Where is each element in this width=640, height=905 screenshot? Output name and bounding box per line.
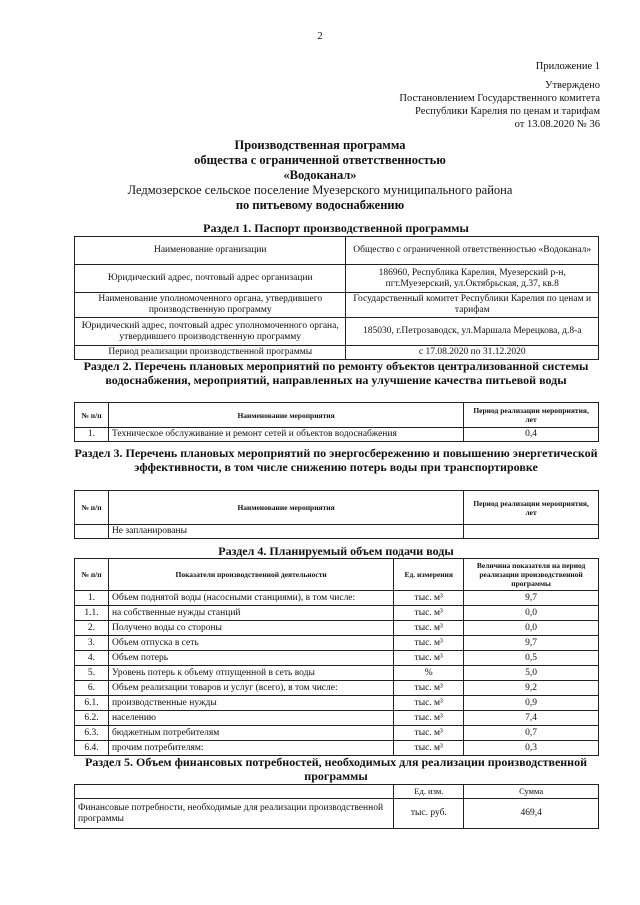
passport-value: Общество с ограниченной ответственностью «Водоканал» [346, 237, 599, 265]
section3-title: Раздел 3. Перечень плановых мероприятий по энергосбережению и повышению энергетической эффективности, в том числе снижению потерь воды при транспортировке [74, 446, 598, 474]
table-row [75, 681, 599, 696]
row-unit: тыс. м³ [394, 741, 464, 756]
table-row [75, 726, 599, 741]
row-value: 9,7 [464, 591, 599, 606]
table-row [75, 606, 599, 621]
table-row [75, 741, 599, 756]
row-unit: тыс. м³ [394, 651, 464, 666]
row-period: 0,4 [464, 428, 599, 442]
row-name: Техническое обслуживание и ремонт сетей и объектов водоснабжения [108, 428, 463, 442]
row-indicator: Объем отпуска в сеть [108, 636, 393, 651]
row-num: 6.4. [75, 741, 109, 756]
row-value: 0,0 [464, 606, 599, 621]
row-num: 1. [75, 428, 109, 442]
row-name: Не запланированы [108, 525, 463, 539]
table-row [75, 293, 599, 318]
row-unit: тыс. м³ [394, 606, 464, 621]
approval-line-2: Республики Карелия по ценам и тарифам [415, 106, 600, 117]
row-unit: тыс. руб. [394, 799, 464, 829]
section4-table [74, 558, 599, 756]
row-indicator: Уровень потерь к объему отпущенной в сеть воды [108, 666, 393, 681]
section1-title: Раздел 1. Паспорт производственной программы [203, 221, 469, 235]
col-header-num: № п/п [75, 559, 109, 591]
passport-value: с 17.08.2020 по 31.12.2020 [346, 346, 599, 360]
table-row [75, 346, 599, 360]
title-line-4: Ледмозерское сельское поселение Муезерского муниципального района [127, 183, 513, 197]
row-indicator: производственные нужды [108, 696, 393, 711]
col-header-num: № п/п [75, 491, 109, 525]
row-value: 0,0 [464, 621, 599, 636]
col-header-value: Величина показателя на период реализации производственной программы [464, 559, 599, 591]
table-row [75, 799, 599, 829]
row-num: 2. [75, 621, 109, 636]
col-header-period: Период реализации мероприятия, лет [464, 403, 599, 428]
row-num: 6. [75, 681, 109, 696]
passport-value: 185030, г.Петрозаводск, ул.Маршала Мерецкова, д.8-а [346, 318, 599, 346]
table-row [75, 237, 599, 265]
table-row [75, 711, 599, 726]
row-unit: тыс. м³ [394, 636, 464, 651]
passport-label: Юридический адрес, почтовый адрес организации [75, 265, 346, 293]
row-unit: тыс. м³ [394, 696, 464, 711]
row-unit: тыс. м³ [394, 711, 464, 726]
table-row [75, 525, 599, 539]
row-unit: тыс. м³ [394, 621, 464, 636]
approval-line-3: от 13.08.2020 № 36 [514, 119, 600, 130]
passport-value: Государственный комитет Республики Карелия по ценам и тарифам [346, 293, 599, 318]
section5-title: Раздел 5. Объем финансовых потребностей, необходимых для реализации производственной программы [84, 755, 588, 783]
document-title [0, 138, 640, 213]
table-row [75, 591, 599, 606]
row-unit: тыс. м³ [394, 591, 464, 606]
passport-value: 186960, Республика Карелия, Муезерский р-н, пгт.Муезерский, ул.Октябрьская, д.37, кв.8 [346, 265, 599, 293]
table-row [75, 666, 599, 681]
col-header-name [75, 785, 394, 799]
col-header-name: Наименование мероприятия [108, 491, 463, 525]
row-indicator: бюджетным потребителям [108, 726, 393, 741]
title-line-3: «Водоканал» [283, 168, 357, 182]
table-row [75, 621, 599, 636]
table-row [75, 318, 599, 346]
row-indicator: Объем поднятой воды (насосными станциями), в том числе: [108, 591, 393, 606]
row-num [75, 525, 109, 539]
row-value: 0,9 [464, 696, 599, 711]
row-value: 7,4 [464, 711, 599, 726]
passport-label: Наименование уполномоченного органа, утвердившего производственную программу [75, 293, 346, 318]
col-header-sum: Сумма [464, 785, 599, 799]
row-num: 1. [75, 591, 109, 606]
col-header-indicator: Показатели производственной деятельности [108, 559, 393, 591]
row-value: 9,2 [464, 681, 599, 696]
passport-label: Наименование организации [75, 237, 346, 265]
table-header-row [75, 491, 599, 525]
col-header-unit: Ед. изм. [394, 785, 464, 799]
title-line-2: общества с ограниченной ответственностью [194, 153, 446, 167]
table-row [75, 265, 599, 293]
row-num: 6.3. [75, 726, 109, 741]
table-row [75, 651, 599, 666]
col-header-period: Период реализации мероприятия, лет [464, 491, 599, 525]
table-header-row [75, 559, 599, 591]
row-num: 5. [75, 666, 109, 681]
row-num: 4. [75, 651, 109, 666]
row-indicator: на собственные нужды станций [108, 606, 393, 621]
section2-table [74, 402, 599, 442]
row-unit: тыс. м³ [394, 726, 464, 741]
table-row [75, 636, 599, 651]
approval-block [280, 60, 600, 131]
passport-label: Период реализации производственной программы [75, 346, 346, 360]
row-indicator: населению [108, 711, 393, 726]
col-header-name: Наименование мероприятия [108, 403, 463, 428]
section5-table [74, 784, 599, 829]
row-value: 0,5 [464, 651, 599, 666]
table-header-row [75, 785, 599, 799]
section4-title: Раздел 4. Планируемый объем подачи воды [218, 544, 454, 558]
row-indicator: Объем реализации товаров и услуг (всего), в том числе: [108, 681, 393, 696]
appendix-label: Приложение 1 [535, 61, 600, 72]
row-indicator: прочим потребителям: [108, 741, 393, 756]
approved-label: Утверждено [545, 80, 600, 91]
row-name: Финансовые потребности, необходимые для реализации производственной программы [75, 799, 394, 829]
title-line-5: по питьевому водоснабжению [235, 198, 405, 212]
row-value: 0,7 [464, 726, 599, 741]
row-sum: 469,4 [464, 799, 599, 829]
row-indicator: Получено воды со стороны [108, 621, 393, 636]
row-unit: % [394, 666, 464, 681]
table-header-row [75, 403, 599, 428]
row-unit: тыс. м³ [394, 681, 464, 696]
row-value: 5,0 [464, 666, 599, 681]
row-num: 6.1. [75, 696, 109, 711]
page-number: 2 [317, 30, 323, 42]
row-num: 1.1. [75, 606, 109, 621]
row-period [464, 525, 599, 539]
section3-table [74, 490, 599, 539]
row-num: 3. [75, 636, 109, 651]
passport-label: Юридический адрес, почтовый адрес уполномоченного органа, утвердившего производственную программу [75, 318, 346, 346]
row-value: 9,7 [464, 636, 599, 651]
title-line-1: Производственная программа [234, 138, 406, 152]
col-header-unit: Ед. измерения [394, 559, 464, 591]
table-row [75, 428, 599, 442]
row-value: 0,3 [464, 741, 599, 756]
approval-line-1: Постановлением Государственного комитета [399, 93, 600, 104]
table-row [75, 696, 599, 711]
section1-table [74, 236, 599, 360]
row-indicator: Объем потерь [108, 651, 393, 666]
section2-title: Раздел 2. Перечень плановых мероприятий по ремонту объектов централизованной системы водоснабжения, мероприятий, направленных на улучшение качества питьевой воды [83, 359, 589, 387]
col-header-num: № п/п [75, 403, 109, 428]
row-num: 6.2. [75, 711, 109, 726]
